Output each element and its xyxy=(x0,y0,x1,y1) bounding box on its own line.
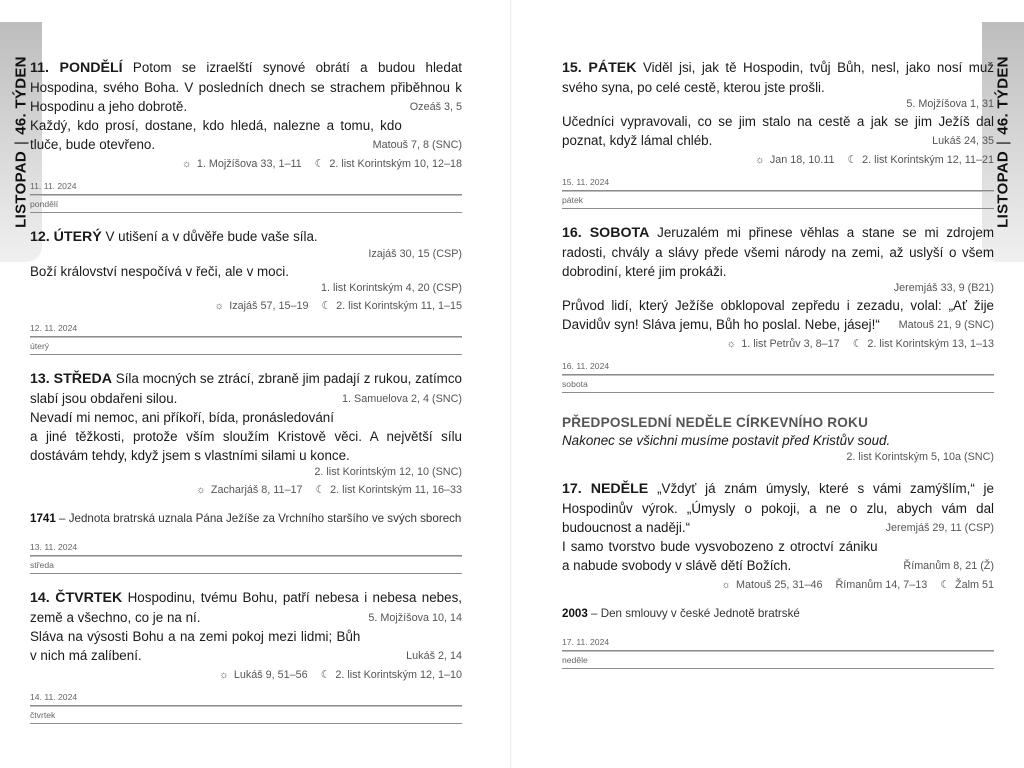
verse-nt: Průvod lidí, který Ježíše obklopoval zepředu i zezadu, volal: „Ať žije Davidův syn! Sláva jemu, Bůh ho poslal. Nebe, jásej!“ xyxy=(562,298,994,332)
history-year: 1741 xyxy=(30,512,56,525)
day-thursday xyxy=(30,588,462,724)
day-wednesday xyxy=(30,369,462,574)
weekday-label: neděle xyxy=(562,651,994,668)
moon-icon: ☾ xyxy=(320,669,331,681)
history-text: – Jednota bratrská uznala Pána Ježíše za Vrchního staršího ve svých sborech xyxy=(59,512,462,525)
verse-ot: V utišení a v důvěře bude vaše síla. xyxy=(105,229,318,244)
day-title: 13. STŘEDA xyxy=(30,371,113,387)
day-title: 17. NEDĚLE xyxy=(562,481,649,497)
readings: ☼ Jan 18, 10.11 ☾ 2. list Korintským 12, 11–21 xyxy=(754,154,994,166)
date: 12. 11. 2024 xyxy=(30,323,78,333)
date-box xyxy=(30,542,462,574)
moon-icon: ☾ xyxy=(314,158,325,170)
verse-ref: 5. Mojžíšova 10, 14 xyxy=(368,612,462,624)
verse-ot: Potom se izraelští synové obrátí a budou hledat Hospodina, svého Boha. V posledních dnech se strachem přiběhnou k Hospodinu a jeho dobrotě. xyxy=(30,60,462,114)
day-title: 11. PONDĚLÍ xyxy=(30,60,123,76)
date: 11. 11. 2024 xyxy=(30,181,77,191)
verse-ref: 2. list Korintským 5, 10a (SNC) xyxy=(846,451,994,463)
verse-ref: 5. Mojžíšova 1, 31 xyxy=(906,98,994,110)
verse-nt: Učedníci vypravovali, co se jim stalo na cestě a jak se jim Ježíš dal poznat, když lámal chléb. xyxy=(562,114,994,148)
day-title: 15. PÁTEK xyxy=(562,60,637,76)
sun-icon: ☼ xyxy=(754,154,765,166)
history-year: 2003 xyxy=(562,607,588,620)
moon-icon: ☾ xyxy=(315,484,326,496)
verse-ot: Jeruzalém mi přinese věhlas a stane se mi zdrojem radosti, chvály a slávy přede všemi národy na zemi, až uslyší o všem dobrodiní, které jim prokáži. xyxy=(562,225,994,279)
verse-nt: Sláva na výsosti Bohu a na zemi pokoj mezi lidmi; Bůh v nich má zalíbení. xyxy=(30,629,361,663)
verse-ref: Izajáš 30, 15 (CSP) xyxy=(368,248,462,260)
verse-ref: Lukáš 24, 35 xyxy=(932,135,994,147)
sun-icon: ☼ xyxy=(721,579,732,591)
verse-nt: Nevadí mi nemoc, ani příkoří, bída, pronásledování a jiné těžkosti, protože vším sloužím Kristově věci. A největší sílu dostávám tehdy, když jsem s vlastními silami u konce. xyxy=(30,410,462,463)
date-box xyxy=(562,637,994,669)
day-monday xyxy=(30,58,462,213)
right-page xyxy=(512,0,1024,768)
weekday-label: úterý xyxy=(30,337,462,354)
date-box xyxy=(562,361,994,393)
sun-icon: ☼ xyxy=(726,338,737,350)
sun-icon: ☼ xyxy=(195,484,206,496)
date: 15. 11. 2024 xyxy=(562,177,610,187)
verse-ref: Lukáš 2, 14 xyxy=(406,650,462,662)
readings: ☼ Matouš 25, 31–46 Římanům 14, 7–13 ☾ Žalm 51 xyxy=(721,579,994,591)
verse-nt: Boží království nespočívá v řeči, ale v moci. xyxy=(30,264,289,279)
date: 17. 11. 2024 xyxy=(562,637,610,647)
readings: ☼ Zacharjáš 8, 11–17 ☾ 2. list Korintským 11, 16–33 xyxy=(195,484,462,496)
verse-ref: 1. list Korintským 4, 20 (CSP) xyxy=(321,282,462,294)
tab-month: LISTOPAD xyxy=(12,150,30,228)
sun-icon: ☼ xyxy=(181,158,192,170)
date-box xyxy=(30,692,462,724)
sunday-subtitle: Nakonec se všichni musíme postavit před Kristův soud. xyxy=(562,433,891,448)
history-note xyxy=(562,605,994,622)
moon-icon: ☾ xyxy=(321,300,332,312)
sunday-heading: PŘEDPOSLEDNÍ NEDĚLE CÍRKEVNÍHO ROKU xyxy=(562,415,869,430)
day-title: 14. ČTVRTEK xyxy=(30,590,123,606)
weekday-label: sobota xyxy=(562,375,994,392)
date-box xyxy=(562,177,994,209)
date: 14. 11. 2024 xyxy=(30,692,78,702)
verse-ot: Hospodinu, tvému Bohu, patří nebesa i nebesa nebes, země a všechno, co je na ní. xyxy=(30,590,462,625)
right-content xyxy=(562,58,994,683)
weekday-label: pátek xyxy=(562,191,994,208)
moon-icon: ☾ xyxy=(852,338,863,350)
sun-icon: ☼ xyxy=(218,669,229,681)
tab-week: 46. TÝDEN xyxy=(12,56,30,135)
verse-ref: Matouš 21, 9 (SNC) xyxy=(898,319,994,331)
day-title: 16. SOBOTA xyxy=(562,225,650,241)
verse-ref: Ozeáš 3, 5 xyxy=(409,101,462,113)
tab-separator: | xyxy=(12,140,30,145)
verse-ref: Jeremjáš 33, 9 (B21) xyxy=(893,282,994,294)
weekday-label: středa xyxy=(30,556,462,573)
tab-month: LISTOPAD xyxy=(994,150,1012,228)
verse-ot: Viděl jsi, jak tě Hospodin, tvůj Bůh, nesl, jako nosí muž svého syna, po celé cestě, kterou jste prošli. xyxy=(562,60,994,95)
verse-ot: Síla mocných se ztrácí, zbraně jim padají z rukou, zatímco slabí jsou obdařeni silou. xyxy=(30,371,462,406)
verse-ref: 2. list Korintským 12, 10 (SNC) xyxy=(314,466,462,478)
date: 16. 11. 2024 xyxy=(562,361,610,371)
day-title: 12. ÚTERÝ xyxy=(30,229,102,245)
readings: ☼ Izajáš 57, 15–19 ☾ 2. list Korintským 11, 1–15 xyxy=(214,300,462,312)
verse-ref: 1. Samuelova 2, 4 (SNC) xyxy=(341,393,462,405)
history-text: – Den smlouvy v české Jednotě bratrské xyxy=(591,607,800,620)
readings: ☼ 1. list Petrův 3, 8–17 ☾ 2. list Korintským 13, 1–13 xyxy=(726,338,994,350)
left-content xyxy=(30,58,462,738)
moon-icon: ☾ xyxy=(847,154,858,166)
day-saturday xyxy=(562,223,994,393)
weekday-label: pondělí xyxy=(30,195,462,212)
date: 13. 11. 2024 xyxy=(30,542,78,552)
weekday-label: čtvrtek xyxy=(30,706,462,723)
day-sunday xyxy=(562,415,994,669)
verse-ref: Římanům 8, 21 (Ž) xyxy=(903,560,994,572)
tab-week: 46. TÝDEN xyxy=(994,56,1012,135)
date-box xyxy=(30,181,462,213)
verse-nt: I samo tvorstvo bude vysvobozeno z otroctví zániku a nabude svobody v slávě dětí Božích. xyxy=(562,539,878,573)
verse-nt: Každý, kdo prosí, dostane, kdo hledá, nalezne a tomu, kdo tluče, bude otevřeno. xyxy=(30,118,402,152)
day-tuesday xyxy=(30,227,462,355)
readings: ☼ 1. Mojžíšova 33, 1–11 ☾ 2. list Korintským 10, 12–18 xyxy=(181,158,462,170)
day-friday xyxy=(562,58,994,209)
date-box xyxy=(30,323,462,355)
readings: ☼ Lukáš 9, 51–56 ☾ 2. list Korintským 12, 1–10 xyxy=(218,669,462,681)
sun-icon: ☼ xyxy=(214,300,225,312)
history-note xyxy=(30,510,462,527)
tab-separator: | xyxy=(994,140,1012,145)
verse-ref: Matouš 7, 8 (SNC) xyxy=(372,139,462,151)
verse-ref: Jeremjáš 29, 11 (CSP) xyxy=(885,522,994,534)
verse-ot: „Vždyť já znám úmysly, které s vámi zamýšlím,“ je Hospodinův výrok. „Úmysly o pokoji, a ne o zlu, abych vám dal budoucnost a naději.“ xyxy=(562,481,994,535)
moon-icon: ☾ xyxy=(940,579,950,591)
